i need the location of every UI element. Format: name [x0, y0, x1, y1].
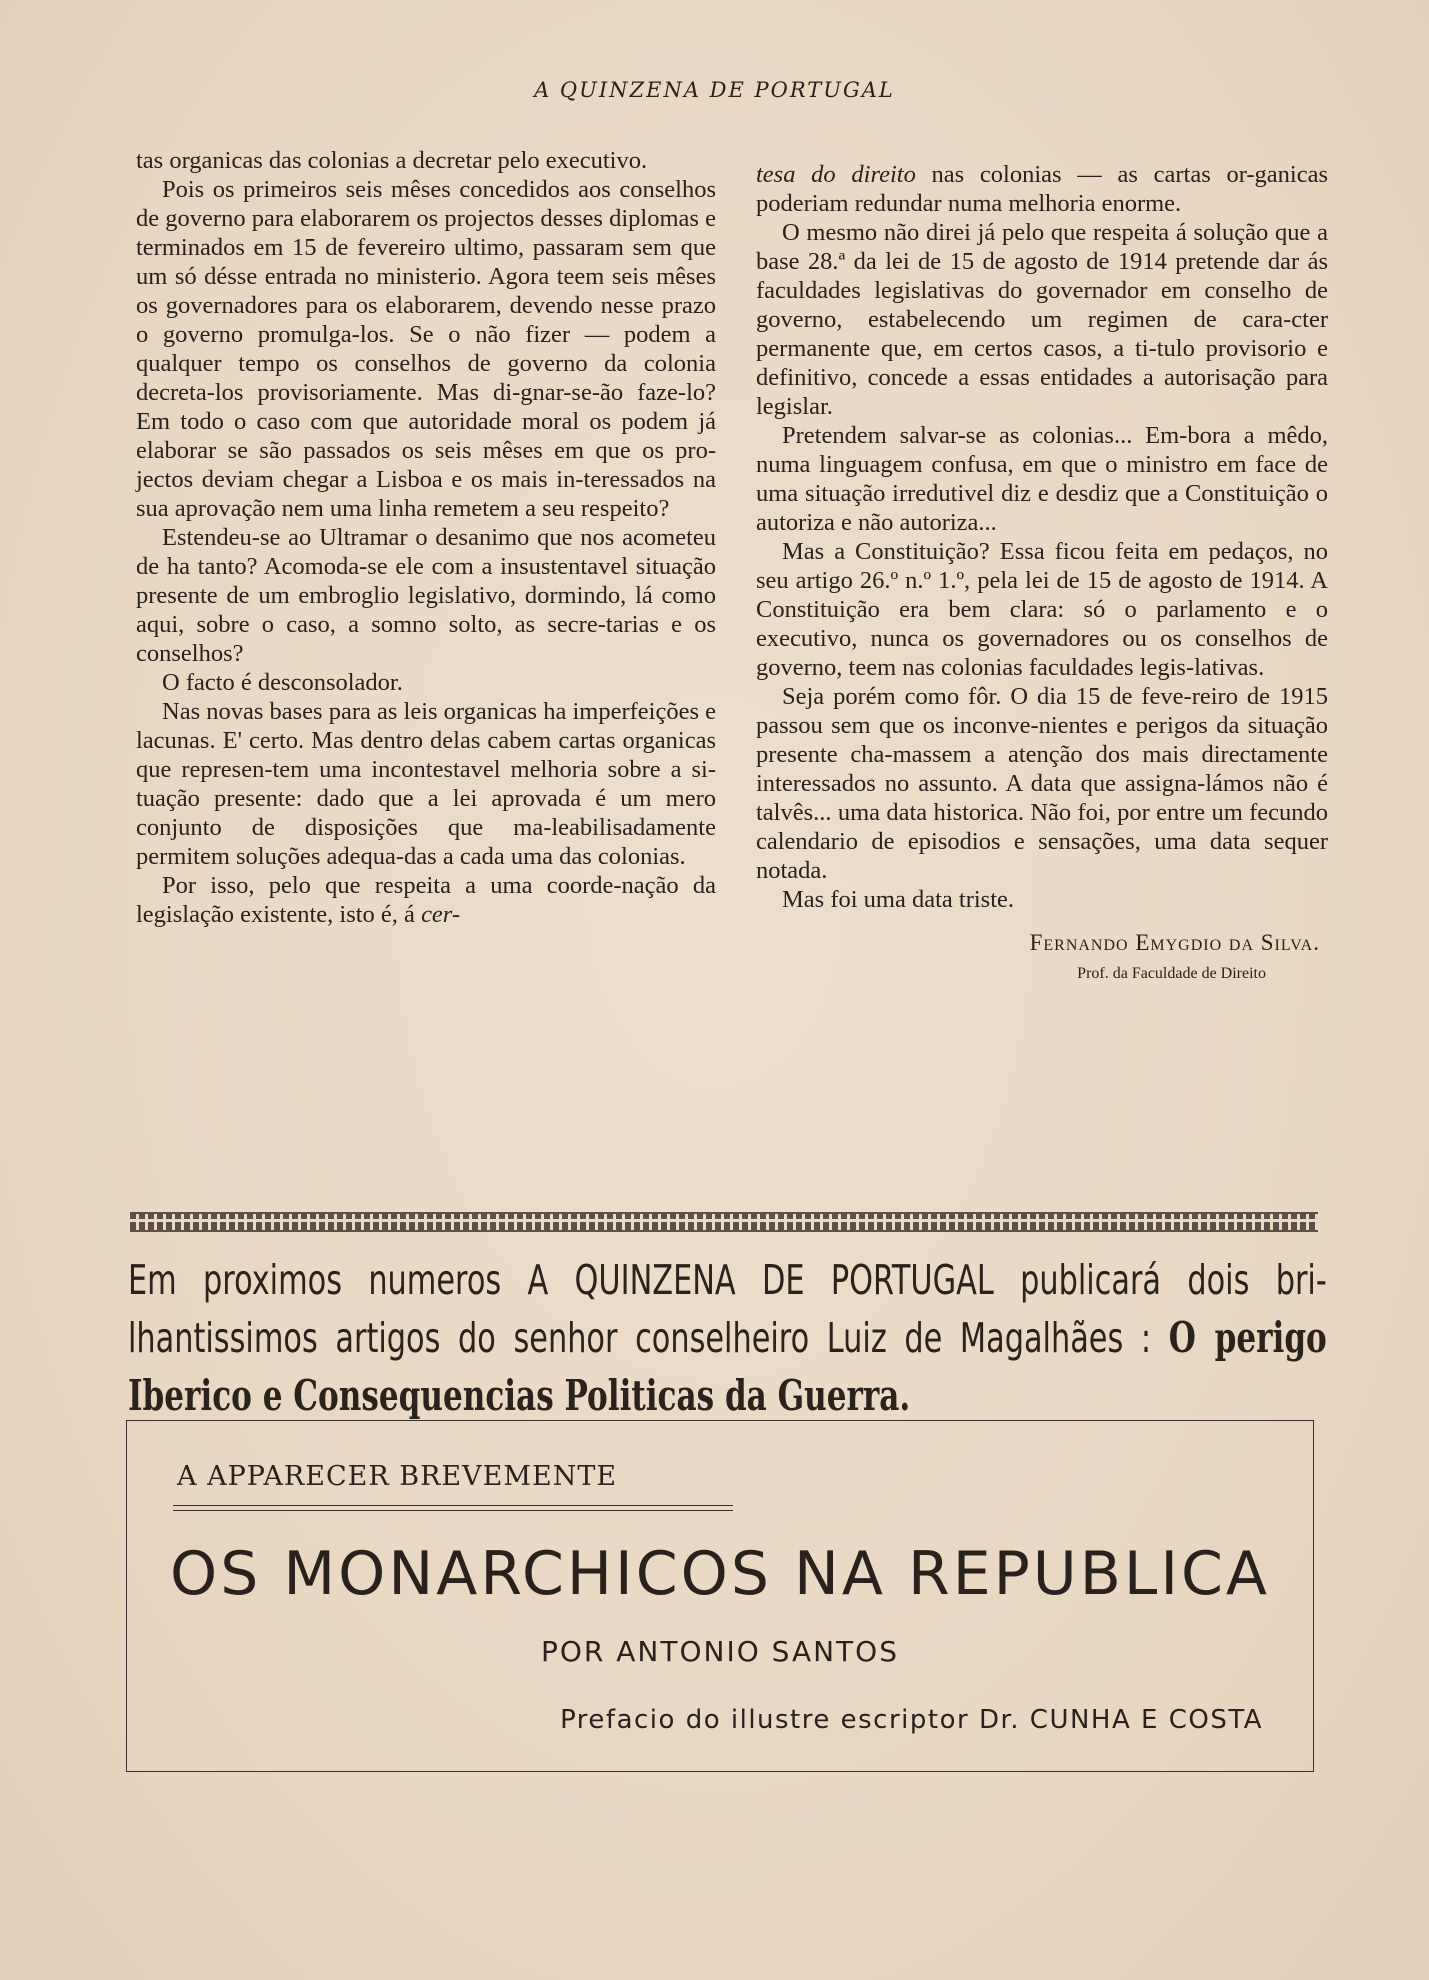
paragraph: Estendeu-se ao Ultramar o desanimo que nos acometeu de ha tanto? Acomoda-se ele com a insustentavel situação presente de um embroglio legislativo, dormindo, lá como aqui, sobre o caso, a somno solto, as secre-tarias e os conselhos?: [136, 524, 716, 667]
article-right-column: [756, 160, 1328, 988]
advert-box: [126, 1420, 1314, 1772]
advert-book-title: OS MONARCHICOS NA REPUBLICA: [170, 1539, 1270, 1609]
advert-preface: Prefacio do illustre escriptor Dr. CUNHA E COSTA: [560, 1705, 1263, 1735]
running-head: A QUINZENA DE PORTUGAL: [534, 78, 895, 102]
paragraph: [756, 160, 1328, 218]
paragraph: O mesmo não direi já pelo que respeita á solução que a base 28.ª da lei de 15 de agosto de 1914 pretende dar ás faculdades legislativas do governador em conselho de governo, estabelecendo um regimen de cara-cter permanente que, em certos casos, a ti-tulo provisorio e definitivo, concede a essas entidades a autorisação para legislar.: [756, 219, 1328, 420]
decorative-rule: [130, 1212, 1318, 1232]
paragraph: Pois os primeiros seis mêses concedidos aos conselhos de governo para elaborarem os projectos desses diplomas e terminados em 15 de fevereiro ultimo, passaram sem que um só désse entrada no ministerio. Agora teem seis mêses os governadores para os elaborarem, devendo nesse prazo o governo promulga-los. Se o não fizer — podem a qualquer tempo os conselhos de governo da colonia decreta-los provisoriamente. Mas di-gnar-se-ão faze-lo? Em todo o caso com que autoridade moral os podem já elaborar se são passados os seis mêses em que os pro-jectos deviam chegar a Lisboa e os mais in-teressados na sua aprovação nem uma linha remetem a seu respeito?: [136, 176, 716, 522]
paragraph: Seja porém como fôr. O dia 15 de feve-reiro de 1915 passou sem que os inconve-nientes e perigos da situação presente cha-massem a atenção dos mais directamente interessados no assunto. A data que assigna-lámos não é talvês... uma data historica. Não foi, por entre um fecundo calendario de episodios e sensações, uma data sequer notada.: [756, 683, 1328, 884]
announcement-lead: Em proximos numeros A QUINZENA DE PORTUGAL publicará dois bri-lhantissimos artigos do senhor conselheiro Luiz de Magalhães :: [128, 1256, 1327, 1362]
announcement: [128, 1252, 1327, 1425]
italic-fragment: cer-: [421, 901, 461, 928]
italic-fragment: tesa do direito: [756, 161, 916, 188]
paragraph: Mas foi uma data triste.: [782, 886, 1015, 913]
paragraph-text: Por isso, pelo que respeita a uma coorde-nação da legislação existente, isto é, á: [136, 872, 716, 928]
paragraph: O facto é desconsolador.: [162, 669, 403, 696]
paragraph-text: nas colonias — as cartas or-ganicas poderiam redundar numa melhoria enorme.: [756, 161, 1328, 217]
advert-author: POR ANTONIO SANTOS: [541, 1635, 899, 1668]
author-title: Prof. da Faculdade de Direito: [1077, 965, 1266, 982]
announcement-titles: O perigo Iberico e Consequencias Politicas da Guerra.: [128, 1313, 1327, 1420]
article-left-column: [136, 146, 716, 929]
paragraph: [136, 871, 716, 929]
paragraph: tas organicas das colonias a decretar pelo executivo.: [136, 147, 648, 174]
paragraph: Nas novas bases para as leis organicas ha imperfeições e lacunas. E' certo. Mas dentro delas cabem cartas organicas que represen-tem uma incontestavel melhoria sobre a si-tuação presente: dado que a lei aprovada é um mero conjunto de disposições que ma-leabilisadamente permitem soluções adequa-das a cada uma das colonias.: [136, 698, 716, 870]
advert-coming-label: A APPARECER BREVEMENTE: [177, 1461, 618, 1492]
advert-divider: [173, 1505, 733, 1511]
paragraph: Mas a Constituição? Essa ficou feita em pedaços, no seu artigo 26.º n.º 1.º, pela lei de 15 de agosto de 1914. A Constituição era bem clara: só o parlamento e o executivo, nunca os governadores ou os conselhos de governo, teem nas colonias faculdades legis-lativas.: [756, 538, 1328, 681]
paragraph: Pretendem salvar-se as colonias... Em-bora a mêdo, numa linguagem confusa, em que o ministro em face de uma situação irredutivel diz e desdiz que a Constituição o autoriza e não autoriza...: [756, 422, 1328, 536]
author-signature: Fernando Emygdio da Silva.: [1029, 930, 1320, 955]
